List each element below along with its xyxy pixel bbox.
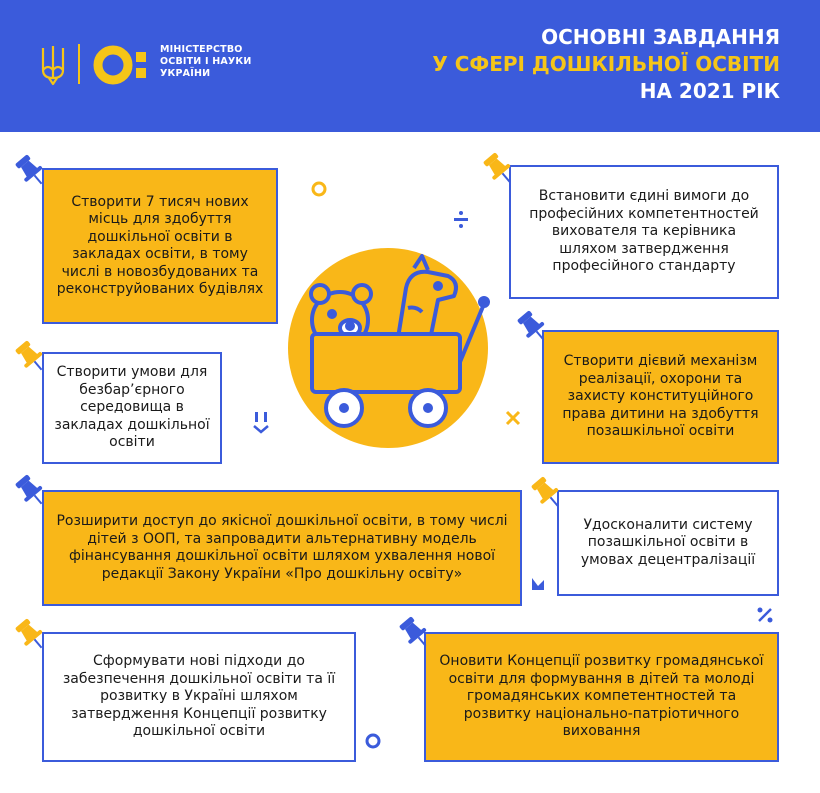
- page-title: [432, 24, 780, 105]
- ring-decoration: [310, 180, 328, 198]
- pushpin-icon: [10, 614, 50, 654]
- task-text-1: Створити 7 тисяч нових місць для здобуття дошкільної освіти в закладах освіти, в тому числі в новозбудованих та реконструйованих будівлях: [56, 193, 264, 297]
- task-card-1: [42, 168, 278, 324]
- title-line-3: НА 2021 РІК: [639, 79, 780, 103]
- task-card-6: [557, 490, 779, 596]
- arrow-decoration: [252, 410, 270, 434]
- title-line-1: ОСНОВНІ ЗАВДАННЯ: [541, 25, 780, 49]
- pushpin-icon: [526, 472, 566, 512]
- ministry-line-1: МІНІСТЕРСТВО: [160, 44, 243, 55]
- ring-decoration-2: [364, 732, 382, 750]
- task-text-6: Удосконалити систему позашкільної освіти в умовах децентралізації: [580, 516, 756, 568]
- toy-cart-icon: [288, 248, 498, 448]
- task-card-7: [42, 632, 356, 762]
- task-card-2: [509, 165, 779, 299]
- logo-divider: [78, 44, 80, 84]
- percent-decoration: [756, 606, 774, 624]
- ministry-line-3: УКРАЇНИ: [160, 68, 211, 79]
- task-text-2: Встановити єдині вимоги до професійних компетентностей вихователя та керівника шляхом затвердження професійного стандарту: [529, 188, 759, 275]
- ministry-logo-icon: [92, 44, 152, 86]
- title-line-2: У СФЕРІ ДОШКІЛЬНОЇ ОСВІТИ: [432, 52, 780, 76]
- pushpin-icon: [10, 336, 50, 376]
- ministry-name: [160, 44, 280, 80]
- pushpin-icon: [394, 612, 434, 652]
- task-text-5: Розширити доступ до якісної дошкільної освіти, в тому числі дітей з ООП, та запровадити альтернативну модель фінансування дошкільної освіти шляхом ухвалення нової редакції Закону України «Про дошкільну освіту»: [56, 513, 508, 582]
- pushpin-icon: [10, 470, 50, 510]
- task-card-4: [542, 330, 779, 464]
- pushpin-icon: [512, 306, 552, 346]
- task-text-8: Оновити Концепції розвитку громадянської освіти для формування в дітей та молоді громадянських компетентностей та розвитку національно-патріотичного виховання: [439, 653, 764, 740]
- task-text-7: Сформувати нові підходи до забезпечення дошкільної освіти та її розвитку в Україні шляхом затвердження Концепції розвитку дошкільної освіти: [62, 653, 336, 740]
- task-card-3: [42, 352, 222, 464]
- check-shape-decoration: [530, 576, 546, 592]
- trident-icon: [40, 44, 66, 86]
- task-card-8: [424, 632, 779, 762]
- task-text-3: Створити умови для безбар’єрного середовища в закладах дошкільної освіти: [54, 364, 210, 451]
- cross-decoration: [505, 410, 521, 426]
- pushpin-icon: [10, 150, 50, 190]
- header-banner: [0, 0, 820, 132]
- task-text-4: Створити дієвий механізм реалізації, охорони та захисту конституційного права дитини на здобуття позашкільної освіти: [562, 353, 759, 440]
- pushpin-icon: [478, 148, 518, 188]
- ministry-line-2: ОСВІТИ І НАУКИ: [160, 56, 252, 67]
- task-card-5: [42, 490, 522, 606]
- divide-sign-decoration: [452, 210, 470, 228]
